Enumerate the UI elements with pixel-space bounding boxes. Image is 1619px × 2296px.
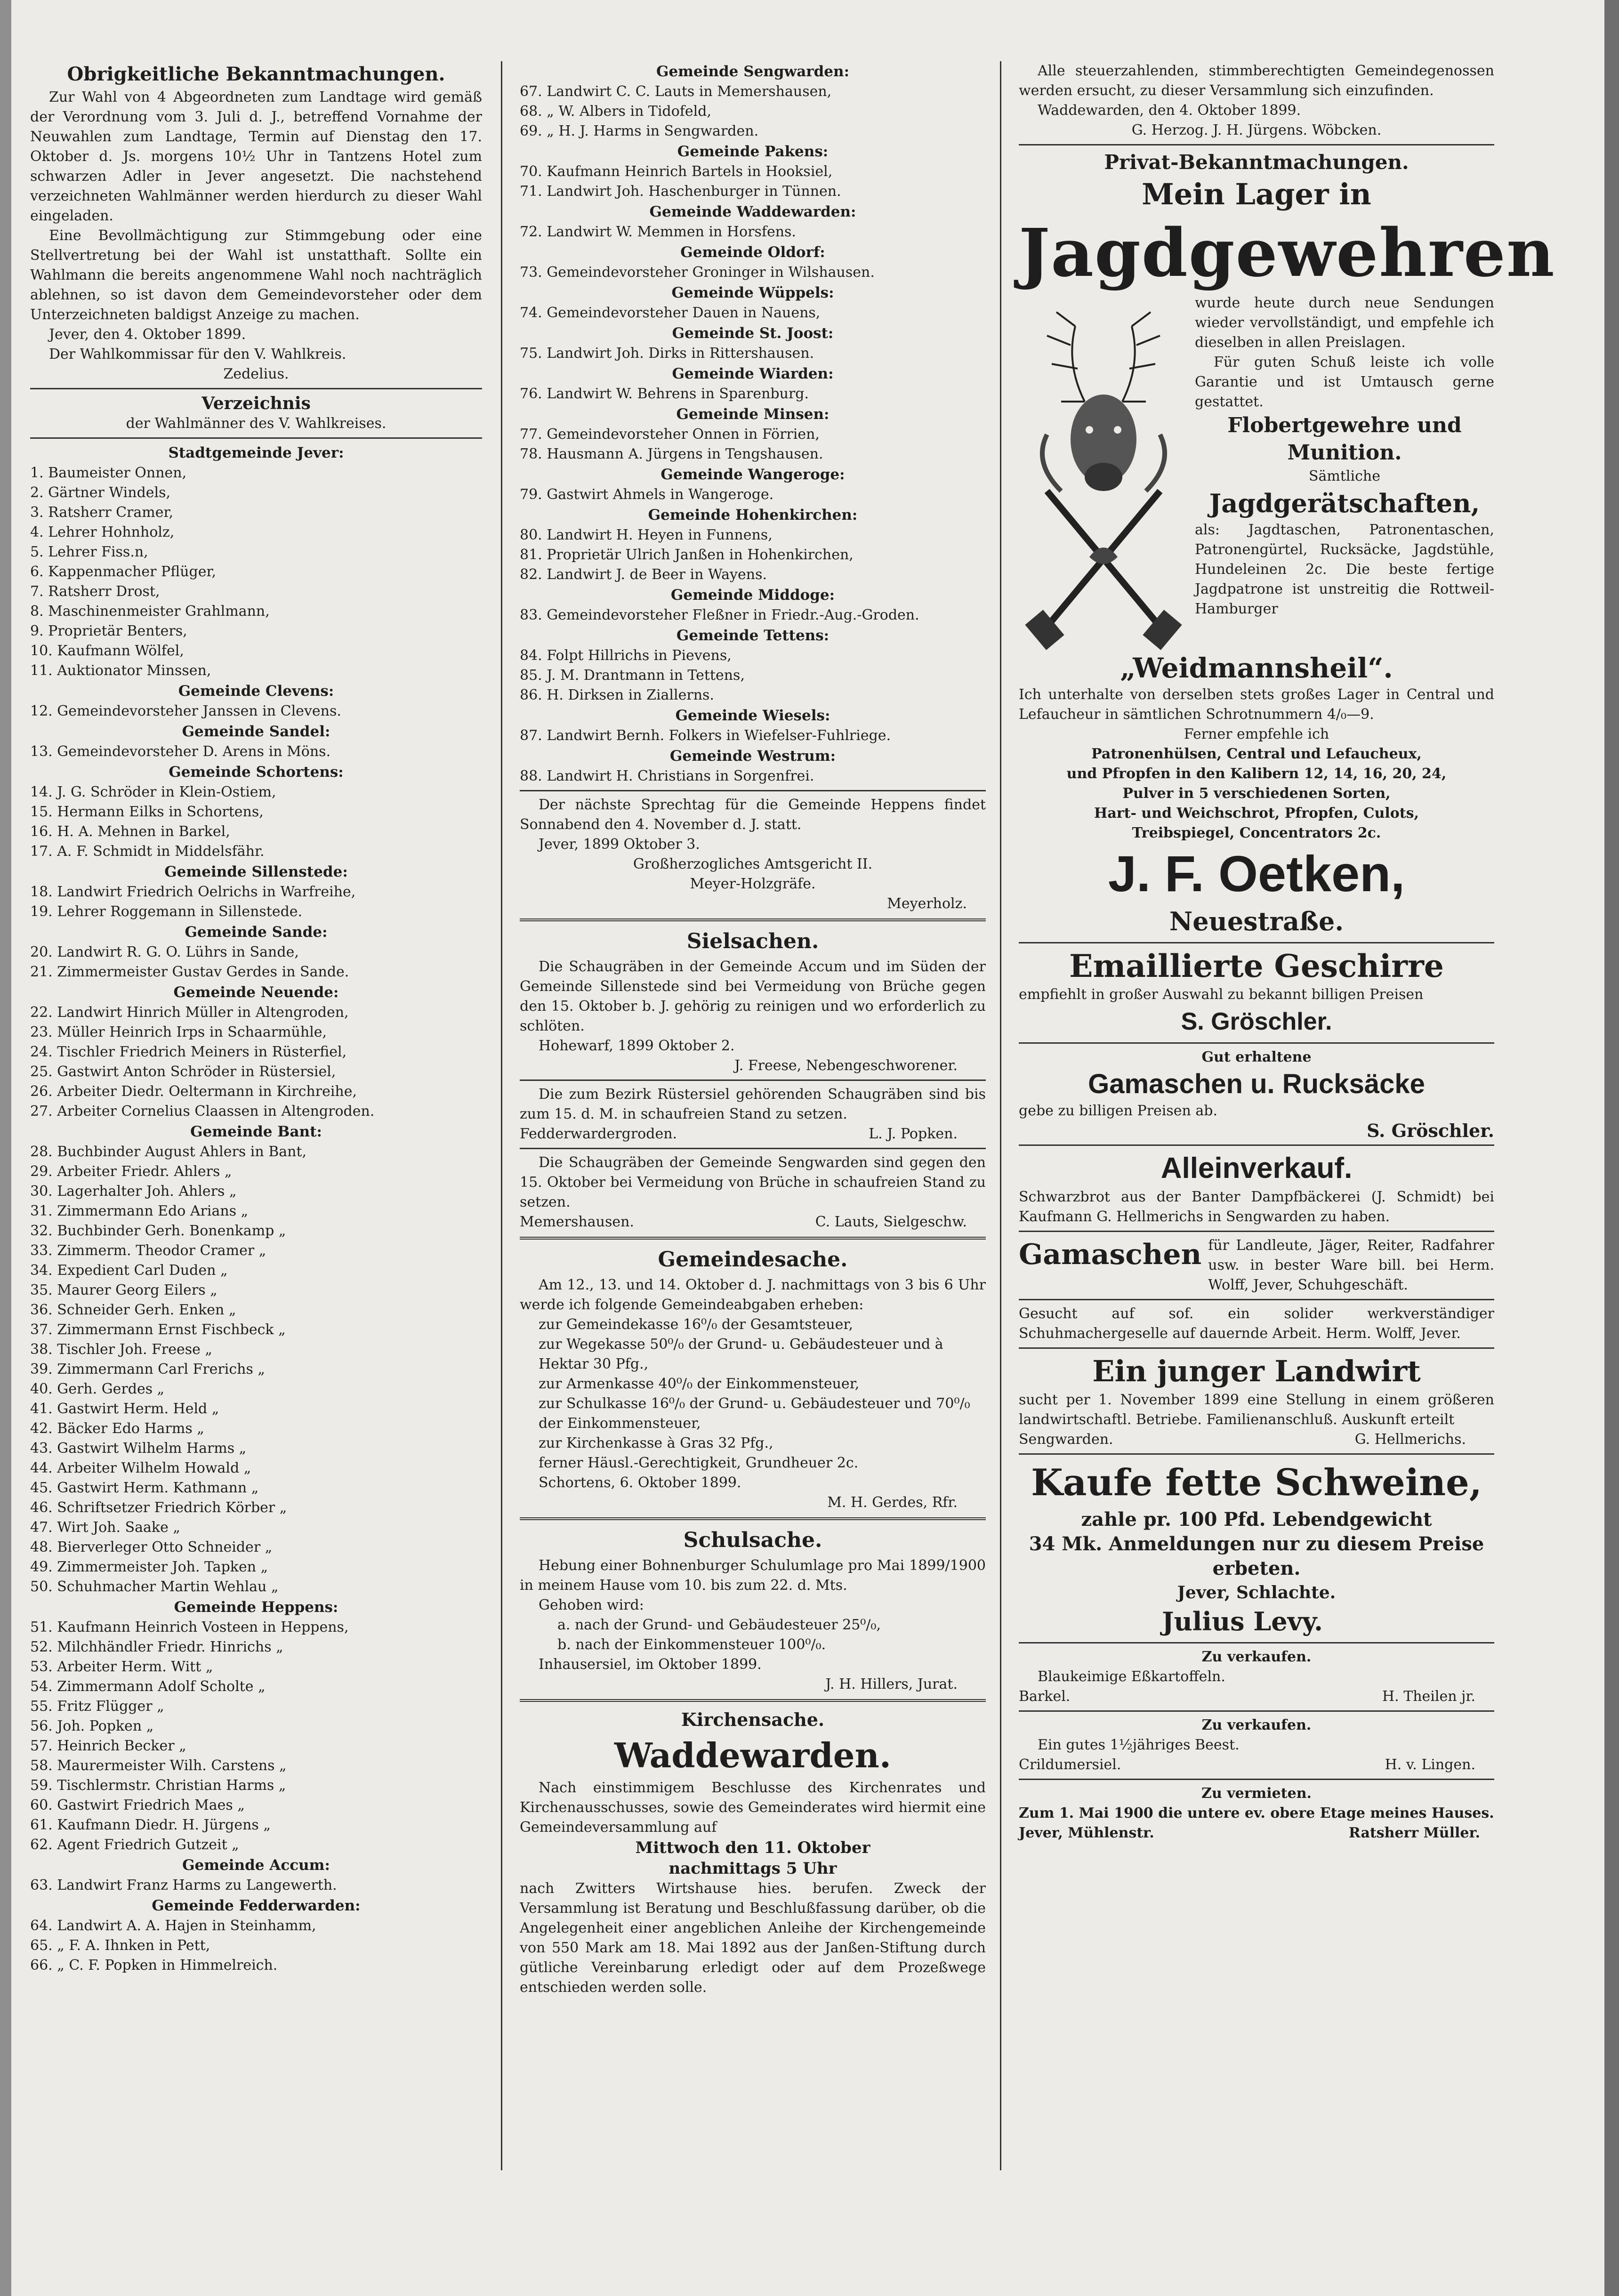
elector-entry: 27. Arbeiter Cornelius Claassen in Altengroden. (30, 1103, 375, 1120)
siel-notice-3-signer: C. Lauts, Sielgeschw. (815, 1214, 967, 1230)
section-schulsache: Schulsache. (683, 1528, 822, 1552)
municipality-heading: Gemeinde Wiesels: (675, 707, 830, 724)
gemeinde-intro: Am 12., 13. und 14. Oktober d. J. nachmittags von 3 bis 6 Uhr werde ich folgende Gemeindeabgaben erheben: (520, 1277, 986, 1313)
elector-entry: 54. Zimmermann Adolf Scholte „ (30, 1678, 266, 1695)
elector-entry: 18. Landwirt Friedrich Oelrichs in Warfreihe, (30, 884, 356, 900)
siel-notice-2-place: Fedderwardergroden. (520, 1126, 677, 1142)
municipality-heading: Gemeinde Accum: (182, 1857, 330, 1874)
municipality-heading: Gemeinde Heppens: (174, 1599, 338, 1616)
elector-entry: 21. Zimmermeister Gustav Gerdes in Sande. (30, 964, 349, 980)
ad-ferner-2: Patronenhülsen, Central und Lefaucheux, (1091, 746, 1422, 762)
divider (1019, 144, 1494, 145)
elector-entry: 82. Landwirt J. de Beer in Wayens. (520, 566, 767, 583)
ad-lager-title: Mein Lager in (1142, 177, 1371, 211)
divider (1019, 1144, 1494, 1146)
ad-gamaschen-2: Gamaschen (1019, 1238, 1202, 1271)
ad-ferner-3: und Pfropfen in den Kalibern 12, 14, 16, 20, 24, (1066, 765, 1447, 782)
elector-entry: 5. Lehrer Fiss.n, (30, 544, 148, 560)
ad-verkauf-1: Zu verkaufen. (1201, 1649, 1312, 1665)
gemeinde-signer: M. H. Gerdes, Rfr. (827, 1494, 958, 1511)
elector-entry: 50. Schuhmacher Martin Wehlau „ (30, 1579, 279, 1595)
elector-entry: 51. Kaufmann Heinrich Vosteen in Heppens, (30, 1619, 349, 1635)
elector-entry: 31. Zimmermann Edo Arians „ (30, 1203, 249, 1219)
elector-entry: 62. Agent Friedrich Gutzeit „ (30, 1837, 239, 1853)
divider (520, 1517, 986, 1520)
municipality-heading: Gemeinde Schortens: (169, 764, 344, 781)
ad-vermieten-place: Jever, Mühlenstr. (1019, 1825, 1154, 1841)
ad-schweine-2: zahle pr. 100 Pfd. Lebendgewicht (1081, 1508, 1432, 1531)
elector-entry: 85. J. M. Drantmann in Tettens, (520, 667, 745, 684)
schul-text: Hebung einer Bohnenburger Schulumlage pro Mai 1899/1900 in meinem Hause vom 10. bis zum 22. d. Mts. (520, 1557, 986, 1594)
ad-weidmannsheil: „Weidmannsheil“. (1120, 652, 1393, 684)
elector-entry: 14. J. G. Schröder in Klein-Ostiem, (30, 784, 276, 800)
municipality-heading: Gemeinde Minsen: (676, 406, 830, 423)
newspaper-page (11, 0, 1604, 2296)
kirchen-text: Nach einstimmigem Beschlusse des Kirchenrates und Kirchenausschusses, sowie des Gemeinderates wird hiermit eine Gemeindeversammlung auf (520, 1780, 986, 1836)
section-gemeindesache: Gemeindesache. (658, 1248, 848, 1272)
divider (30, 388, 482, 389)
elector-entry: 72. Landwirt W. Memmen in Horsfens. (520, 224, 796, 240)
municipality-heading: Gemeinde Pakens: (677, 143, 829, 160)
elector-entry: 2. Gärtner Windels, (30, 484, 171, 501)
gemeinde-tax-item: zur Armenkasse 40⁰/₀ der Einkommensteuer, (539, 1376, 860, 1392)
ad-verkauf-2-text: Ein gutes 1½jähriges Beest. (1038, 1737, 1240, 1753)
elector-entry: 53. Arbeiter Herm. Witt „ (30, 1659, 213, 1675)
heading-private-notices: Privat-Bekanntmachungen. (1104, 151, 1409, 174)
municipality-heading: Gemeinde Sande: (185, 924, 328, 941)
municipality-heading: Gemeinde Wangeroge: (660, 466, 845, 483)
ad-jagd-text: wurde heute durch neue Sendungen wieder vervollständigt, und empfehle ich dieselben in allen Preislagen. (1195, 295, 1494, 351)
ad-oetken-name: J. F. Oetken, (1108, 845, 1405, 902)
sprechtag-signer: Meyer-Holzgräfe. (690, 876, 816, 892)
gemeinde-tax-item: zur Wegekasse 50⁰/₀ der Grund- u. Gebäudesteuer und à Hektar 30 Pfg., (539, 1336, 943, 1372)
municipality-heading: Gemeinde Wüppels: (671, 284, 834, 301)
siel-notice-1: Die Schaugräben in der Gemeinde Accum und im Süden der Gemeinde Sillenstede sind bei Vermeidung von Brüche gegen den 15. Oktober b. J. gehörig zu reinigen und wo erforderlich zu schlöten. (520, 959, 986, 1034)
elector-entry: 58. Maurermeister Wilh. Carstens „ (30, 1757, 287, 1774)
elector-entry: 57. Heinrich Becker „ (30, 1738, 186, 1754)
elector-entry: 23. Müller Heinrich Irps in Schaarmühle, (30, 1024, 327, 1040)
municipality-heading: Gemeinde Westrum: (669, 748, 836, 765)
elector-entry: 60. Gastwirt Friedrich Maes „ (30, 1797, 245, 1813)
elector-entry: 16. H. A. Mehnen in Barkel, (30, 823, 230, 840)
divider (1019, 1642, 1494, 1643)
elector-entry: 10. Kaufmann Wölfel, (30, 643, 184, 659)
electors-list-title: Verzeichnis (201, 394, 311, 413)
ad-vermieten-signer: Ratsherr Müller. (1348, 1825, 1480, 1841)
election-notice-signer-title: Der Wahlkommissar für den V. Wahlkreis. (49, 346, 346, 363)
electors-groups-2 (520, 61, 986, 786)
elector-entry: 33. Zimmerm. Theodor Cramer „ (30, 1242, 266, 1259)
ad-ferner-6: Treibspiegel, Concentrators 2c. (1132, 825, 1381, 841)
column-private-ads (1019, 61, 1555, 1843)
divider (30, 437, 482, 439)
schul-item-a: a. nach der Grund- und Gebäudesteuer 25⁰/₀, (557, 1617, 881, 1633)
siel-notice-2: Die zum Bezirk Rüstersiel gehörenden Schaugräben sind bis zum 15. d. M. in schaufreien Stand zu setzen. (520, 1086, 986, 1122)
elector-entry: 55. Fritz Flügger „ (30, 1698, 164, 1715)
ad-flobert: Flobertgewehre und Munition. (1227, 413, 1462, 465)
municipality-heading: Gemeinde Sandel: (182, 723, 330, 740)
schul-item-b: b. nach der Einkommensteuer 100⁰/₀. (557, 1636, 826, 1653)
election-notice-text: Zur Wahl von 4 Abgeordneten zum Landtage wird gemäß der Verordnung vom 3. Juli d. J., betreffend Vornahme der Neuwahlen zum Landtage, Termin auf Dienstag den 17. Oktober d. Js. morgens 10½ Uhr in Tantzens Hotel zum schwarzen Adler in Jever angesetzt. Die nachstehend verzeichneten Wahlmänner werden hierdurch zu dieser Wahl eingeladen. (30, 89, 482, 224)
section-kirchensache: Kirchensache. (681, 1709, 825, 1730)
elector-entry: 47. Wirt Joh. Saake „ (30, 1519, 180, 1536)
divider (520, 1080, 986, 1081)
gemeinde-tax-item: ferner Häusl.-Gerechtigkeit, Grundheuer 2c. (539, 1455, 859, 1471)
elector-entry: 17. A. F. Schmidt in Middelsfähr. (30, 843, 265, 860)
gemeinde-place: Schortens, 6. Oktober 1899. (539, 1474, 741, 1491)
ad-jagd-text-2: Für guten Schuß leiste ich volle Garantie und ist Umtausch gerne gestattet. (1195, 354, 1494, 410)
ad-verkauf-2: Zu verkaufen. (1201, 1717, 1312, 1733)
ad-gamaschen-text: gebe zu billigen Preisen ab. (1019, 1103, 1218, 1119)
elector-entry: 25. Gastwirt Anton Schröder in Rüstersiel, (30, 1063, 336, 1080)
ad-verkauf-1-signer: H. Theilen jr. (1382, 1688, 1475, 1705)
ad-weidmannsheil-text: Ich unterhalte von derselben stets großes Lager in Central und Lefaucheur in sämtlichen Schrotnummern 4/₀—9. (1019, 686, 1494, 723)
ad-vermieten-text: Zum 1. Mai 1900 die untere ev. obere Etage meines Hauses. (1019, 1805, 1494, 1821)
ad-gesucht: Gesucht auf sof. ein solider werkverständiger Schuhmachergeselle auf dauernde Arbeit. Herm. Wolff, Jever. (1019, 1305, 1494, 1342)
elector-entry: 24. Tischler Friedrich Meiners in Rüsterfiel, (30, 1044, 347, 1060)
elector-entry: 28. Buchbinder August Ahlers in Bant, (30, 1144, 307, 1160)
waddewarden-date: Waddewarden, den 4. Oktober 1899. (1038, 102, 1301, 119)
elector-entry: 38. Tischler Joh. Freese „ (30, 1341, 212, 1358)
elector-entry: 41. Gastwirt Herm. Held „ (30, 1401, 219, 1417)
divider (520, 1699, 986, 1702)
elector-entry: 66. „ C. F. Popken in Himmelreich. (30, 1957, 278, 1974)
divider (1019, 1710, 1494, 1712)
elector-entry: 76. Landwirt W. Behrens in Sparenburg. (520, 386, 809, 402)
kirchen-time: nachmittags 5 Uhr (669, 1859, 837, 1878)
municipality-heading: Gemeinde Waddewarden: (649, 203, 856, 220)
elector-entry: 79. Gastwirt Ahmels in Wangeroge. (520, 486, 774, 503)
column-rule (1000, 61, 1001, 2170)
section-sielsachen: Sielsachen. (686, 929, 819, 953)
elector-entry: 13. Gemeindevorsteher D. Arens in Möns. (30, 743, 331, 760)
elector-entry: 70. Kaufmann Heinrich Bartels in Hooksiel, (520, 163, 833, 180)
elector-entry: 49. Zimmermeister Joh. Tapken „ (30, 1559, 268, 1575)
divider (520, 790, 986, 791)
elector-entry: 43. Gastwirt Wilhelm Harms „ (30, 1440, 247, 1457)
elector-entry: 22. Landwirt Hinrich Müller in Altengroden, (30, 1004, 349, 1021)
elector-entry: 30. Lagerhalter Joh. Ahlers „ (30, 1183, 237, 1200)
elector-entry: 6. Kappenmacher Pflüger, (30, 564, 217, 580)
ad-junger-landwirt: Ein junger Landwirt (1092, 1354, 1421, 1388)
waddewarden-signers: G. Herzog. J. H. Jürgens. Wöbcken. (1131, 122, 1382, 138)
ad-oetken-street: Neuestraße. (1169, 906, 1344, 936)
elector-entry: 74. Gemeindevorsteher Dauen in Nauens, (520, 305, 821, 321)
column-notices-2 (520, 61, 986, 1998)
elector-entry: 44. Arbeiter Wilhelm Howald „ (30, 1460, 251, 1476)
sprechtag-date: Jever, 1899 Oktober 3. (539, 836, 700, 853)
elector-entry: 86. H. Dirksen in Ziallerns. (520, 687, 714, 703)
ad-verkauf-2-place: Crildumersiel. (1019, 1756, 1121, 1773)
schul-place: Inhausersiel, im Oktober 1899. (539, 1656, 762, 1673)
gemeinde-tax-item: zur Gemeindekasse 16⁰/₀ der Gesamtsteuer, (539, 1316, 854, 1333)
elector-entry: 68. „ W. Albers in Tidofeld, (520, 103, 711, 120)
municipality-heading: Stadtgemeinde Jever: (168, 444, 344, 461)
elector-entry: 67. Landwirt C. C. Lauts in Memershausen, (520, 83, 832, 100)
ad-jagdgeraet-text: als: Jagdtaschen, Patronentaschen, Patronengürtel, Rucksäcke, Jagdstühle, Hundeleinen 2c. Die beste fertige Jagdpatrone ist unstreitig die Rottweil-Hamburger (1195, 522, 1494, 617)
column-official-notices (30, 61, 482, 1975)
elector-entry: 3. Ratsherr Cramer, (30, 504, 174, 521)
elector-entry: 46. Schriftsetzer Friedrich Körber „ (30, 1499, 287, 1516)
election-notice-date: Jever, den 4. Oktober 1899. (49, 326, 246, 343)
elector-entry: 73. Gemeindevorsteher Groninger in Wilshausen. (520, 264, 875, 281)
elector-entry: 65. „ F. A. Ihnken in Pett, (30, 1937, 210, 1954)
ad-vermieten: Zu vermieten. (1201, 1785, 1312, 1802)
kirchen-date: Mittwoch den 11. Oktober (635, 1838, 870, 1857)
electors-groups (30, 443, 482, 1975)
elector-entry: 29. Arbeiter Friedr. Ahlers „ (30, 1163, 232, 1180)
waddewarden-text: Alle steuerzahlenden, stimmberechtigten Gemeindegenossen werden ersucht, zu dieser Versammlung sich einzufinden. (1019, 63, 1494, 99)
ad-gut-erhaltene: Gut erhaltene (1201, 1049, 1312, 1065)
municipality-heading: Gemeinde Sengwarden: (656, 63, 850, 80)
ad-emaillierte-geschirre: Emaillierte Geschirre (1069, 948, 1444, 984)
ad-verkauf-2-signer: H. v. Lingen. (1385, 1756, 1475, 1773)
divider (1019, 1231, 1494, 1232)
siel-notice-3: Die Schaugräben der Gemeinde Sengwarden sind gegen den 15. Oktober bei Vermeidung von Brüche in schaufreien Stand zu setzen. (520, 1154, 986, 1210)
sprechtag-signer-2: Meyerholz. (887, 895, 967, 912)
divider (1019, 1299, 1494, 1300)
gemeinde-tax-item: zur Kirchenkasse à Gras 32 Pfg., (539, 1435, 773, 1451)
schul-sub: Gehoben wird: (539, 1597, 644, 1613)
election-notice-text-2: Eine Bevollmächtigung zur Stimmgebung oder eine Stellvertretung bei der Wahl ist unstatthaft. Sollte ein Wahlmann die bereits angenommene Wahl noch nachträglich ablehnen, so ist davon dem Gemeindevorsteher oder dem Unterzeichneten baldigst Anzeige zu machen. (30, 227, 482, 323)
elector-entry: 88. Landwirt H. Christians in Sorgenfrei. (520, 768, 814, 784)
siel-notice-1-place: Hohewarf, 1899 Oktober 2. (539, 1038, 735, 1054)
ad-gamaschen-rucksaecke: Gamaschen u. Rucksäcke (1088, 1069, 1425, 1099)
municipality-heading: Gemeinde Fedderwarden: (152, 1897, 361, 1914)
elector-entry: 61. Kaufmann Diedr. H. Jürgens „ (30, 1817, 271, 1833)
municipality-heading: Gemeinde Oldorf: (680, 244, 825, 261)
elector-entry: 26. Arbeiter Diedr. Oeltermann in Kirchreihe, (30, 1083, 357, 1100)
elector-entry: 75. Landwirt Joh. Dirks in Rittershausen. (520, 345, 814, 362)
divider (1019, 1453, 1494, 1455)
elector-entry: 12. Gemeindevorsteher Janssen in Clevens. (30, 703, 341, 719)
elector-entry: 63. Landwirt Franz Harms zu Langewerth. (30, 1877, 337, 1893)
municipality-heading: Gemeinde St. Joost: (672, 325, 834, 342)
municipality-heading: Gemeinde Neuende: (173, 984, 339, 1001)
elector-entry: 4. Lehrer Hohnholz, (30, 524, 175, 540)
gemeinde-tax-item: zur Schulkasse 16⁰/₀ der Grund- u. Gebäudesteuer und 70⁰/₀ der Einkommensteuer, (539, 1395, 970, 1432)
elector-entry: 71. Landwirt Joh. Haschenburger in Tünnen. (520, 183, 841, 200)
siel-notice-2-signer: L. J. Popken. (869, 1126, 958, 1142)
elector-entry: 8. Maschinenmeister Grahlmann, (30, 603, 270, 620)
ad-levy: Julius Levy. (1162, 1606, 1323, 1636)
municipality-heading: Gemeinde Wiarden: (672, 365, 834, 382)
ad-gamaschen-2-text: für Landleute, Jäger, Reiter, Radfahrer usw. in bester Ware bill. bei Herm. Wolff, Jever, Schuhgeschäft. (1208, 1237, 1494, 1293)
sprechtag-court: Großherzogliches Amtsgericht II. (633, 856, 873, 872)
elector-entry: 69. „ H. J. Harms in Sengwarden. (520, 123, 759, 139)
elector-entry: 48. Bierverleger Otto Schneider „ (30, 1539, 273, 1555)
elector-entry: 87. Landwirt Bernh. Folkers in Wiefelser-Fuhlriege. (520, 727, 891, 744)
ad-alleinverkauf-text: Schwarzbrot aus der Banter Dampfbäckerei (J. Schmidt) bei Kaufmann G. Hellmerichs in Sengwarden zu haben. (1019, 1189, 1494, 1225)
elector-entry: 9. Proprietär Benters, (30, 623, 187, 639)
divider (1019, 1347, 1494, 1349)
elector-entry: 36. Schneider Gerh. Enken „ (30, 1302, 236, 1318)
gemeinde-tax-list (520, 1315, 986, 1473)
ad-verkauf-1-place: Barkel. (1019, 1688, 1071, 1705)
elector-entry: 19. Lehrer Roggemann in Sillenstede. (30, 903, 303, 920)
elector-entry: 83. Gemeindevorsteher Fleßner in Friedr.-Aug.-Groden. (520, 607, 919, 623)
municipality-heading: Gemeinde Bant: (190, 1123, 322, 1140)
elector-entry: 39. Zimmermann Carl Frerichs „ (30, 1361, 265, 1378)
municipality-heading: Gemeinde Sillenstede: (164, 863, 348, 880)
ad-jagdgeraet: Jagdgerätschaften, (1209, 488, 1480, 518)
election-notice-signer: Zedelius. (223, 366, 289, 382)
siel-notice-1-signer: J. Freese, Nebengeschworener. (734, 1057, 958, 1074)
divider (520, 1237, 986, 1240)
elector-entry: 42. Bäcker Edo Harms „ (30, 1420, 204, 1437)
elector-entry: 32. Buchbinder Gerh. Bonenkamp „ (30, 1223, 286, 1239)
elector-entry: 80. Landwirt H. Heyen in Funnens, (520, 527, 773, 543)
ad-ferner: Ferner empfehle ich (1184, 726, 1329, 742)
elector-entry: 78. Hausmann A. Jürgens in Tengshausen. (520, 446, 823, 462)
elector-entry: 15. Hermann Eilks in Schortens, (30, 804, 264, 820)
siel-notice-3-place: Memershausen. (520, 1214, 634, 1230)
ad-ferner-4: Pulver in 5 verschiedenen Sorten, (1122, 785, 1391, 802)
kirchen-text-2: nach Zwitters Wirtshause hies. berufen. Zweck der Versammlung ist Beratung und Beschlußfassung darüber, ob die Angelegenheit einer angeblichen Anleihe der Kirchengemeinde von 550 Mark am 18. Mai 1892 aus der Janßen-Stiftung durch gütliche Vereinbarung erledigt oder auf dem Prozeßwege entschieden werden solle. (520, 1880, 986, 1996)
ad-groeschler-2: S. Gröschler. (1367, 1120, 1494, 1141)
book-spine-edge (1604, 0, 1619, 2296)
ad-schweine-3: 34 Mk. Anmeldungen nur zu diesem Preise erbeten. (1029, 1533, 1484, 1579)
elector-entry: 11. Auktionator Minssen, (30, 662, 211, 679)
elector-entry: 37. Zimmermann Ernst Fischbeck „ (30, 1321, 286, 1338)
ad-landwirt-text: sucht per 1. November 1899 eine Stellung in einem größeren landwirtschaftl. Betriebe. Familienanschluß. Auskunft erteilt (1019, 1392, 1494, 1428)
divider (1019, 1042, 1494, 1044)
elector-entry: 40. Gerh. Gerdes „ (30, 1381, 165, 1397)
elector-entry: 81. Proprietär Ulrich Janßen in Hohenkirchen, (520, 547, 854, 563)
municipality-heading: Gemeinde Middoge: (670, 587, 835, 604)
ad-schweine-place: Jever, Schlachte. (1177, 1583, 1336, 1603)
elector-entry: 20. Landwirt R. G. O. Lührs in Sande, (30, 944, 299, 960)
heading-official-notices: Obrigkeitliche Bekanntmachungen. (67, 63, 445, 85)
elector-entry: 52. Milchhändler Friedr. Hinrichs „ (30, 1639, 283, 1655)
electors-list-subtitle: der Wahlmänner des V. Wahlkreises. (126, 415, 387, 432)
municipality-heading: Gemeinde Hohenkirchen: (648, 507, 858, 524)
elector-entry: 84. Folpt Hillrichs in Pievens, (520, 647, 732, 664)
ad-alleinverkauf: Alleinverkauf. (1160, 1152, 1353, 1184)
elector-entry: 34. Expedient Carl Duden „ (30, 1262, 228, 1279)
divider (1019, 942, 1494, 943)
elector-entry: 35. Maurer Georg Eilers „ (30, 1282, 217, 1298)
municipality-heading: Gemeinde Tettens: (676, 627, 830, 644)
ad-verkauf-1-text: Blaukeimige Eßkartoffeln. (1038, 1668, 1225, 1685)
divider (520, 1148, 986, 1149)
schul-signer: J. H. Hillers, Jurat. (825, 1676, 958, 1692)
ad-jagdgewehren-title: Jagdgewehren (1019, 215, 1555, 292)
municipality-heading: Gemeinde Clevens: (178, 683, 334, 700)
elector-entry: 7. Ratsherr Drost, (30, 583, 160, 600)
ad-landwirt-signer: G. Hellmerichs. (1354, 1431, 1466, 1448)
elector-entry: 56. Joh. Popken „ (30, 1718, 154, 1734)
elector-entry: 64. Landwirt A. A. Hajen in Steinhamm, (30, 1917, 316, 1934)
elector-entry: 77. Gemeindevorsteher Onnen in Förrien, (520, 426, 820, 443)
column-rule (501, 61, 502, 2170)
divider (520, 918, 986, 921)
divider (1019, 1779, 1494, 1780)
ad-landwirt-place: Sengwarden. (1019, 1431, 1113, 1448)
elector-entry: 59. Tischlermstr. Christian Harms „ (30, 1777, 286, 1794)
sprechtag-text: Der nächste Sprechtag für die Gemeinde Heppens findet Sonnabend den 4. November d. J. statt. (520, 797, 986, 833)
kirchen-heading: Waddewarden. (614, 1735, 891, 1775)
ad-ferner-5: Hart- und Weichschrot, Pfropfen, Culots, (1094, 805, 1419, 822)
ad-schweine: Kaufe fette Schweine, (1031, 1461, 1482, 1504)
ad-saemtliche: Sämtliche (1308, 468, 1380, 484)
stag-and-rifles-illustration (1019, 293, 1188, 651)
ad-email-text: empfiehlt in großer Auswahl zu bekannt billigen Preisen (1019, 986, 1424, 1003)
ad-groeschler: S. Gröschler. (1181, 1008, 1332, 1035)
elector-entry: 45. Gastwirt Herm. Kathmann „ (30, 1480, 259, 1496)
elector-entry: 1. Baumeister Onnen, (30, 465, 187, 481)
